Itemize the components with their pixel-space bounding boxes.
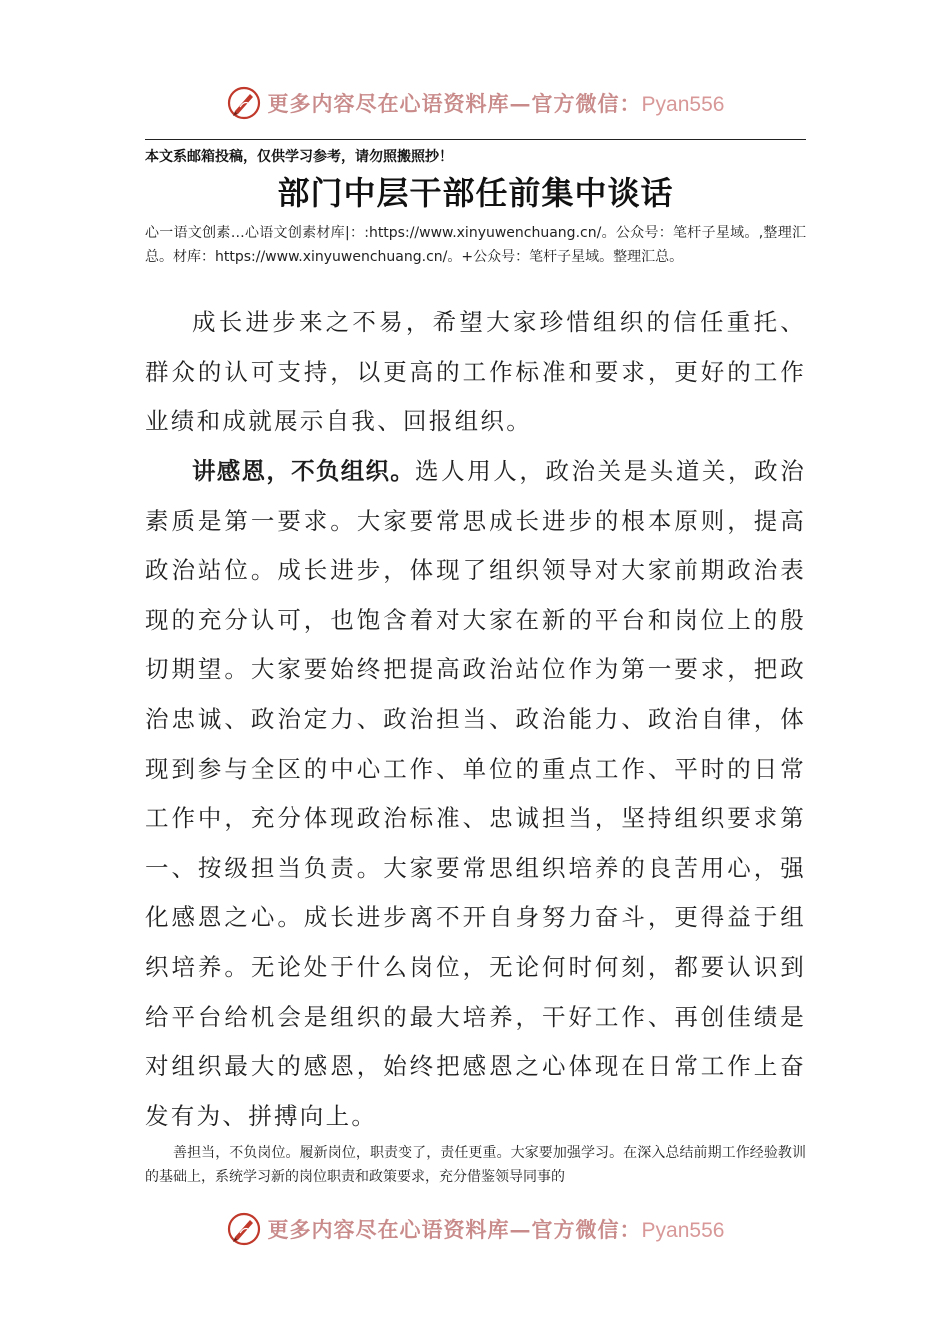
submission-notice: 本文系邮箱投稿，仅供学习参考，请勿照搬照抄！: [145, 149, 453, 165]
paragraph-3: 善担当，不负岗位。履新岗位，职责变了，责任更重。大家要加强学习。在深入总结前期工作经验教训的基础上，系统学习新的岗位职责和政策要求，充分借鉴领导同事的: [145, 1145, 806, 1185]
paragraph-2: [145, 447, 806, 1141]
banner-text: 更多内容尽在心语资料库—官方微信：Pyan556: [267, 1217, 725, 1242]
document-title: 部门中层干部任前集中谈话: [277, 174, 674, 212]
footer-banner: [0, 1207, 950, 1251]
paragraph-2-lead: 讲感恩，不负组织。: [192, 457, 416, 485]
paragraph-1: 成长进步来之不易，希望大家珍惜组织的信任重托、群众的认可支持，以更高的工作标准和要求，更好的工作业绩和成就展示自我、回报组织。: [145, 308, 806, 436]
header-rule: [145, 139, 806, 140]
pen-circle-logo-icon: [226, 1211, 262, 1247]
banner-wechat-id: Pyan556: [641, 1219, 725, 1242]
banner-wechat-id: Pyan556: [641, 93, 725, 116]
banner-text: 更多内容尽在心语资料库—官方微信：Pyan556: [267, 91, 725, 116]
source-line: 心一语文创素…心语文创素材库|：:https://www.xinyuwenchuang.cn/。公众号：笔杆子星域。,整理汇总。材库：https://www.xinyuwenchuang.cn/。+公众号：笔杆子星域。整理汇总。: [145, 225, 806, 265]
pen-circle-logo-icon: [226, 85, 262, 121]
paragraph-2-body: 选人用人，政治关是头道关，政治素质是第一要求。大家要常思成长进步的根本原则，提高政治站位。成长进步，体现了组织领导对大家前期政治表现的充分认可，也饱含着对大家在新的平台和岗位上的殷切期望。大家要始终把提高政治站位作为第一要求，把政治忠诚、政治定力、政治担当、政治能力、政治自律，体现到参与全区的中心工作、单位的重点工作、平时的日常工作中，充分体现政治标准、忠诚担当，坚持组织要求第一、按级担当负责。大家要常思组织培养的良苦用心，强化感恩之心。成长进步离不开自身努力奋斗，更得益于组织培养。无论处于什么岗位，无论何时何刻，都要认识到给平台给机会是组织的最大培养，干好工作、再创佳绩是对组织最大的感恩，始终把感恩之心体现在日常工作上奋发有为、拼搏向上。: [145, 457, 807, 1130]
header-banner: [0, 81, 950, 125]
